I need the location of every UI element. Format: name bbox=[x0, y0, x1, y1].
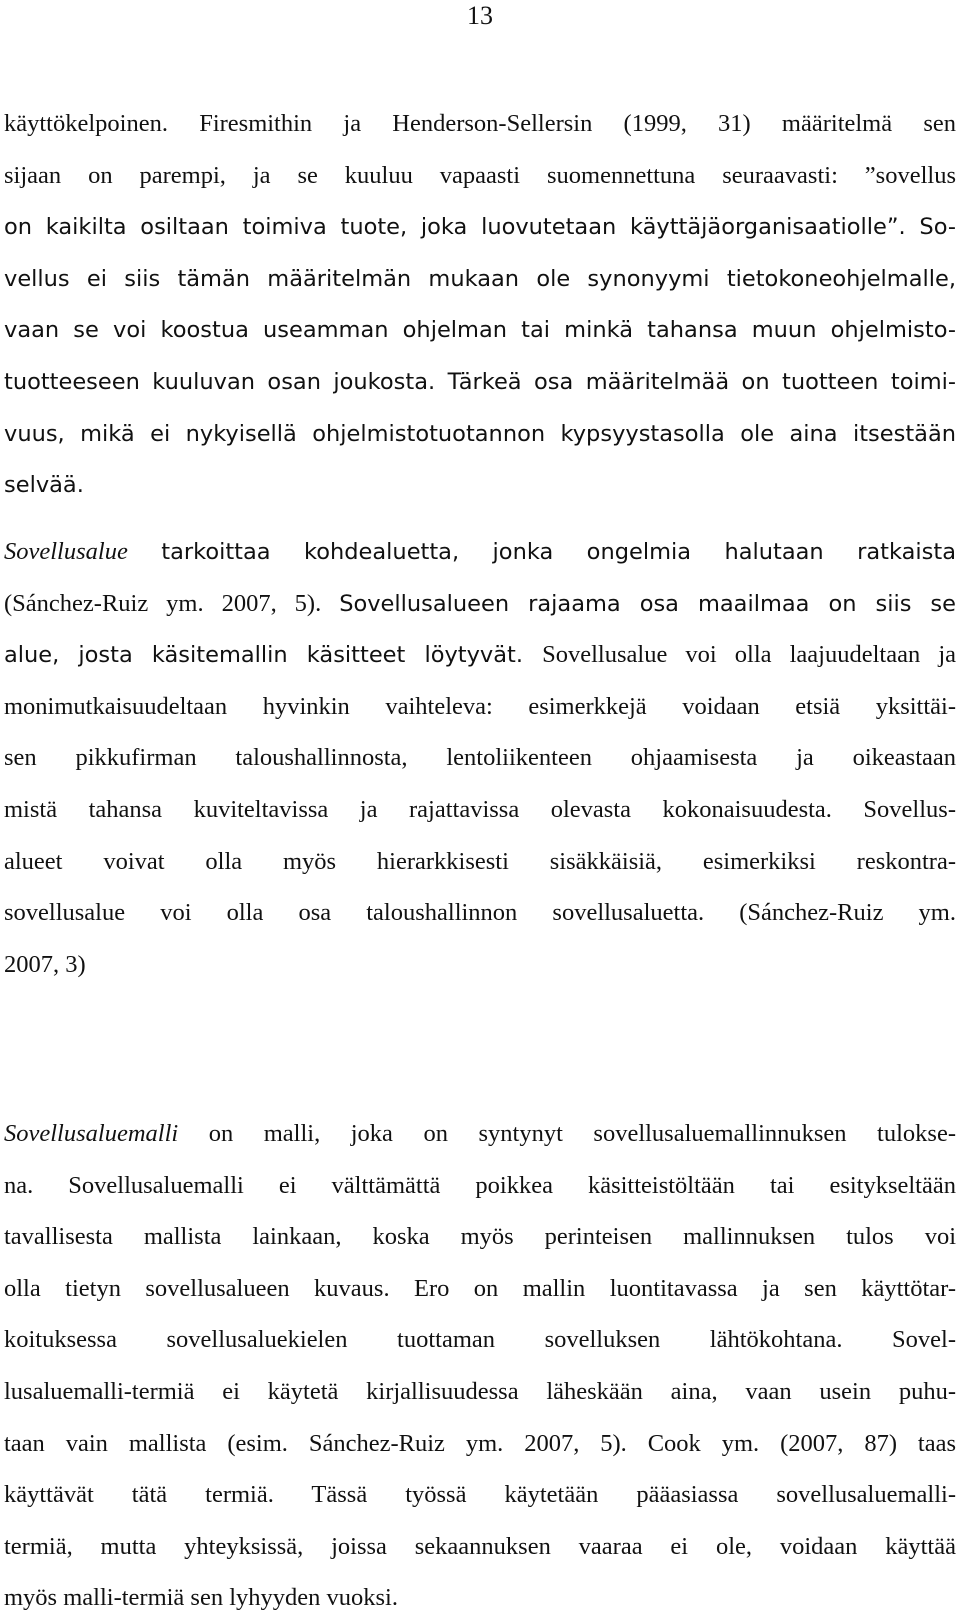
paragraph-domain-model bbox=[4, 1108, 956, 1624]
text-run: käyttökelpoinen. Firesmithin ja Henderson-Sellersin (1999, 31) määritelmä sen bbox=[4, 110, 956, 137]
text-line bbox=[4, 836, 956, 888]
text-run: koituksessa sovellusaluekielen tuottaman sovelluksen lähtökohtana. Sovel- bbox=[4, 1326, 956, 1354]
text-run: tarkoittaa kohdealuetta, jonka ongelmia halutaan ratkaista bbox=[127, 539, 956, 565]
text-run: lusaluemalli-termiä ei käytetä kirjallisuudessa läheskään aina, vaan usein puhu- bbox=[4, 1377, 956, 1405]
text-line bbox=[4, 732, 956, 784]
text-line bbox=[4, 1314, 956, 1366]
text-run: tuotteeseen kuuluvan osan joukosta. Tärkeä osa määritelmää on tuotteen toimi- bbox=[4, 368, 956, 395]
text-run: vuus, mikä ei nykyisellä ohjelmistotuotannon kypsyystasolla ole aina itsestään bbox=[4, 420, 956, 447]
text-run: 2007, 3) bbox=[4, 950, 86, 978]
text-line bbox=[4, 939, 956, 991]
text-line bbox=[4, 1366, 956, 1418]
text-run: alue, josta käsitemallin käsitteet löytyvät. bbox=[4, 642, 543, 669]
text-line bbox=[4, 253, 956, 305]
text-run: termiä, mutta yhteyksissä, joissa sekaannuksen vaaraa ei ole, voidaan käyttää bbox=[4, 1532, 956, 1560]
text-run: na. Sovellusaluemalli ei välttämättä poikkea käsitteistöltään tai esitykseltään bbox=[4, 1171, 956, 1199]
text-run: (Sánchez-Ruiz ym. 2007, 5). bbox=[4, 589, 340, 617]
text-run: vaan se voi koostua useamman ohjelman tai minkä tahansa muun ohjelmisto- bbox=[4, 317, 956, 344]
page-number: 13 bbox=[467, 1, 493, 30]
defined-term: Sovellusaluemalli bbox=[4, 1120, 179, 1147]
text-line bbox=[4, 1108, 956, 1160]
text-run: alueet voivat olla myös hierarkkisesti sisäkkäisiä, esimerkiksi reskontra- bbox=[4, 847, 956, 875]
text-run: monimutkaisuudeltaan hyvinkin vaihteleva: esimerkkejä voidaan etsiä yksittäi- bbox=[4, 692, 956, 720]
defined-term: Sovellusalue bbox=[4, 538, 128, 565]
text-run: käyttävät tätä termiä. Tässä työssä käytetään pääasiassa sovellusaluemalli- bbox=[4, 1481, 956, 1509]
text-run: sijaan on parempi, ja se kuuluu vapaasti suomennettuna seuraavasti: ”sovellus bbox=[4, 161, 956, 189]
text-line bbox=[4, 1572, 956, 1624]
text-run: tavallisesta mallista lainkaan, koska myös perinteisen mallinnuksen tulos voi bbox=[4, 1223, 956, 1251]
text-line bbox=[4, 304, 956, 356]
text-line bbox=[4, 201, 956, 253]
text-line bbox=[4, 784, 956, 836]
text-run: taan vain mallista (esim. Sánchez-Ruiz ym. 2007, 5). Cook ym. (2007, 87) taas bbox=[4, 1429, 956, 1457]
text-line bbox=[4, 1160, 956, 1212]
text-run: sen pikkufirman taloushallinnosta, lentoliikenteen ohjaamisesta ja oikeastaan bbox=[4, 744, 956, 772]
text-line bbox=[4, 356, 956, 408]
text-line bbox=[4, 1469, 956, 1521]
text-run: on malli, joka on syntynyt sovellusaluemallinnuksen tulokse- bbox=[178, 1120, 956, 1147]
text-line bbox=[4, 526, 956, 578]
text-line bbox=[4, 681, 956, 733]
text-run: Sovellusalue voi olla laajuudeltaan ja bbox=[542, 641, 956, 669]
text-run: olla tietyn sovellusalueen kuvaus. Ero on mallin luontitavassa ja sen käyttötar- bbox=[4, 1274, 956, 1302]
text-line bbox=[4, 887, 956, 939]
text-run: selvää. bbox=[4, 472, 84, 499]
text-line bbox=[4, 1418, 956, 1470]
text-run: myös malli-termiä sen lyhyyden vuoksi. bbox=[4, 1584, 398, 1612]
text-line bbox=[4, 629, 956, 681]
text-run: vellus ei siis tämän määritelmän mukaan ole synonyymi tietokoneohjelmalle, bbox=[4, 265, 956, 292]
text-run: Sovellusalueen rajaama osa maailmaa on siis se bbox=[339, 590, 956, 617]
paragraph-application-domain bbox=[4, 526, 956, 990]
text-line bbox=[4, 1263, 956, 1315]
text-line bbox=[4, 459, 956, 511]
text-line bbox=[4, 98, 956, 150]
text-line bbox=[4, 150, 956, 202]
text-line bbox=[4, 1211, 956, 1263]
text-run: sovellusalue voi olla osa taloushallinnon sovellusaluetta. (Sánchez-Ruiz ym. bbox=[4, 899, 956, 927]
paragraph-application-definition bbox=[4, 98, 956, 511]
text-run: on kaikilta osiltaan toimiva tuote, joka luovutetaan käyttäjäorganisaatiolle”. So- bbox=[4, 214, 956, 241]
text-line bbox=[4, 408, 956, 460]
text-line bbox=[4, 578, 956, 630]
text-line bbox=[4, 1521, 956, 1573]
text-run: mistä tahansa kuviteltavissa ja rajattavissa olevasta kokonaisuudesta. Sovellus- bbox=[4, 795, 956, 823]
